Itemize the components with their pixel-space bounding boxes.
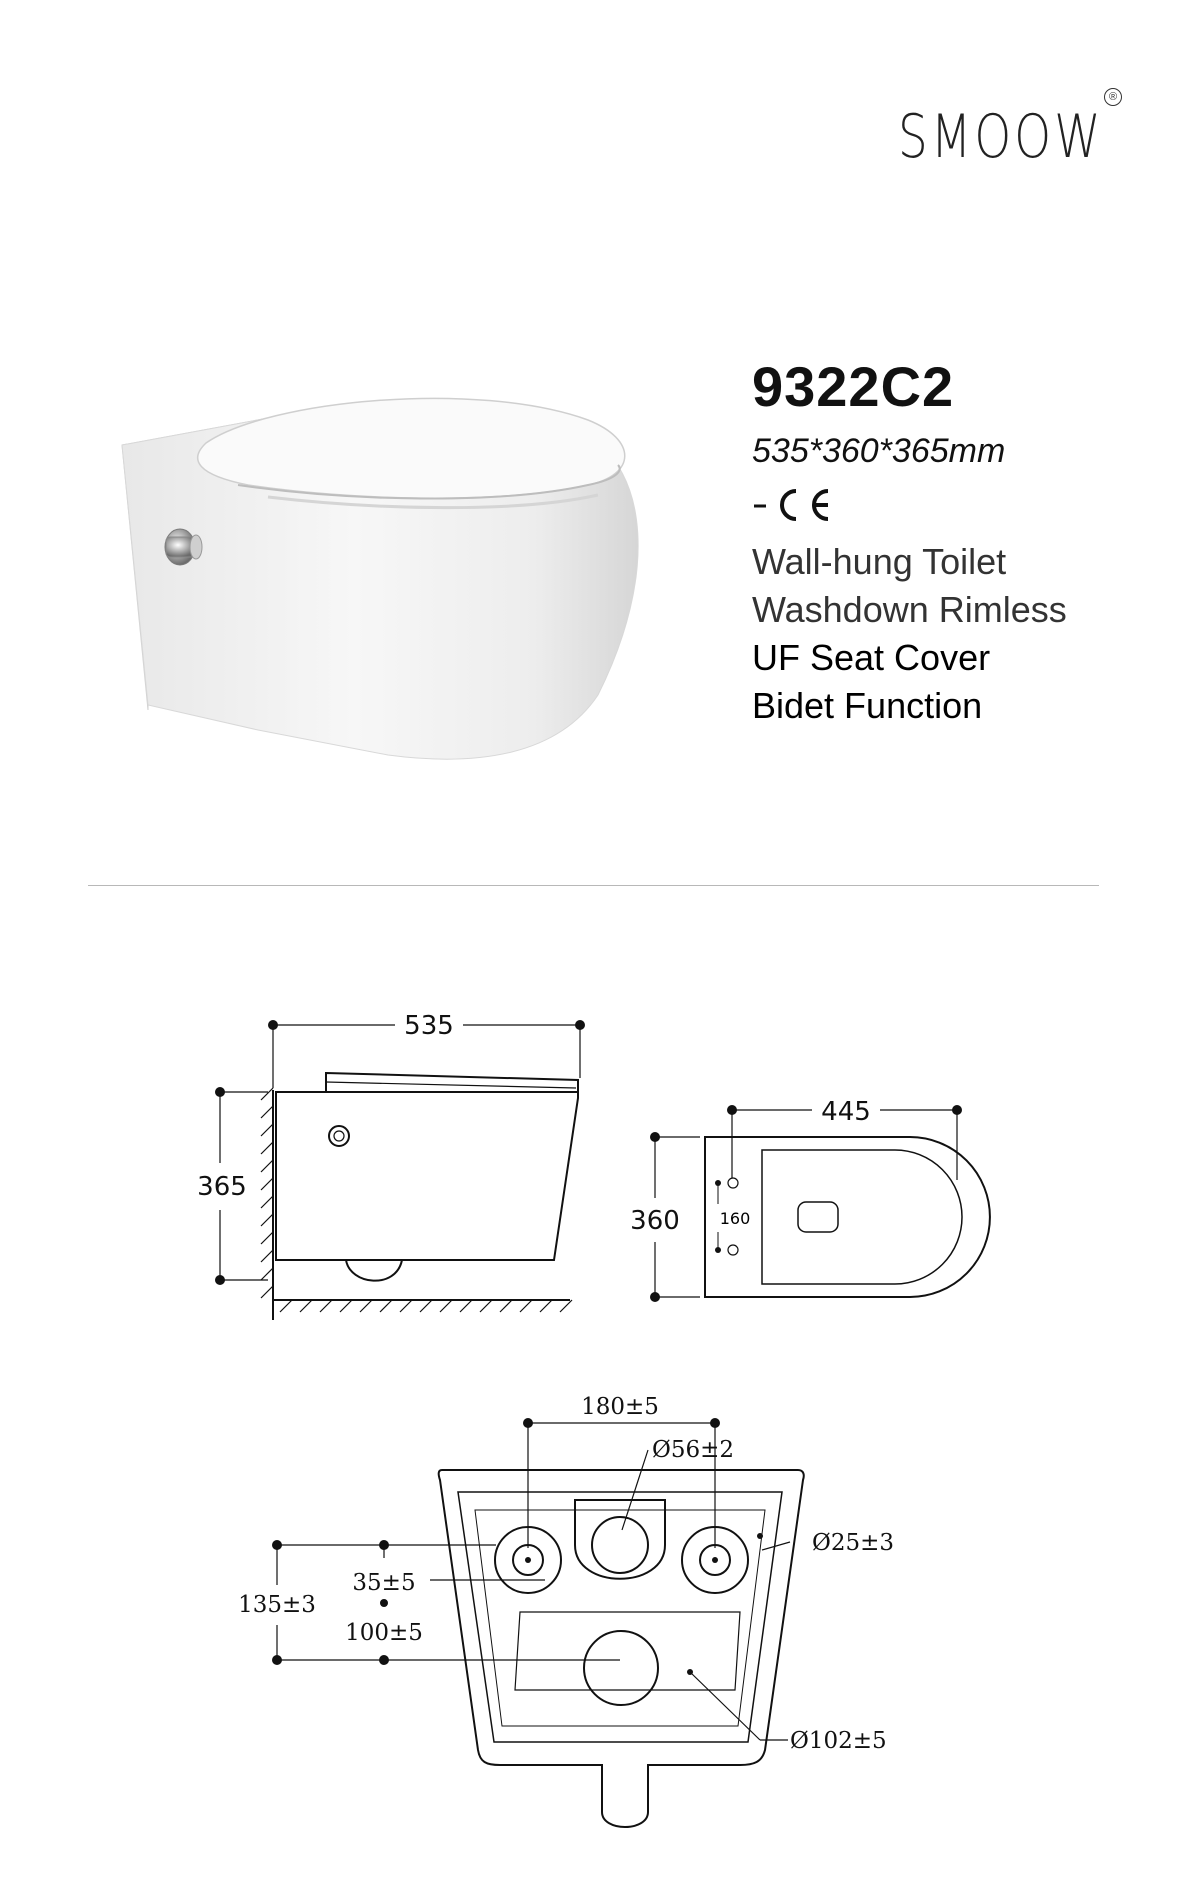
side-height-label: 365 xyxy=(197,1172,247,1202)
side-width-label: 535 xyxy=(404,1011,454,1041)
outlet-diameter-label: Ø102±5 xyxy=(790,1728,887,1754)
model-number: 9322C2 xyxy=(752,355,955,418)
top-view-drawing xyxy=(655,1110,990,1297)
height-100-label: 100±5 xyxy=(345,1620,423,1646)
top-bolt-label: 160 xyxy=(719,1209,751,1228)
feature-seat-cover: UF Seat Cover xyxy=(752,637,991,678)
feature-rimless: Washdown Rimless xyxy=(752,589,1067,630)
product-dimensions: 535*360*365mm xyxy=(752,432,1006,470)
back-bolt-spacing-label: 180±5 xyxy=(581,1394,659,1420)
side-view-drawing xyxy=(220,1025,580,1320)
top-depth-label: 360 xyxy=(630,1206,680,1236)
registered-mark: ® xyxy=(1104,88,1122,106)
top-width-label: 445 xyxy=(821,1097,871,1127)
bolt-hole-diameter-label: Ø25±3 xyxy=(812,1530,895,1556)
height-35-label: 35±5 xyxy=(352,1570,416,1596)
height-135-label: 135±3 xyxy=(238,1592,316,1618)
feature-wall-hung: Wall-hung Toilet xyxy=(752,541,1007,582)
brand-name: SMOOW xyxy=(898,102,1104,172)
inlet-diameter-label: Ø56±2 xyxy=(652,1437,735,1463)
feature-bidet: Bidet Function xyxy=(752,685,983,726)
